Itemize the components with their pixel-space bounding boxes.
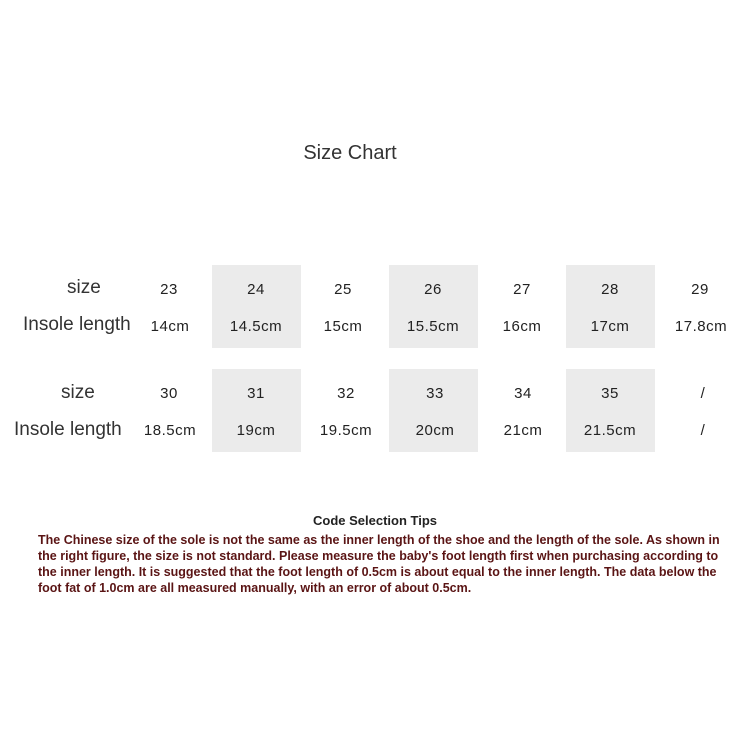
size-cell: 33: [426, 385, 444, 402]
length-cell: 17cm: [590, 318, 630, 335]
column-shade: [212, 369, 301, 452]
insole-length-row-label: Insole length: [14, 419, 122, 440]
size-cell: 35: [601, 385, 619, 402]
length-cell: 14.5cm: [229, 318, 283, 335]
size-table-2: [0, 369, 750, 452]
column-shade: [566, 369, 655, 452]
size-cell: 31: [247, 385, 265, 402]
size-cell: 28: [601, 281, 619, 298]
length-cell: /: [700, 422, 706, 439]
length-cell: 15cm: [323, 318, 363, 335]
page-title: Size Chart: [303, 142, 397, 164]
length-cell: 19.5cm: [319, 422, 373, 439]
length-cell: 18.5cm: [143, 422, 197, 439]
size-cell: 30: [160, 385, 178, 402]
length-cell: 19cm: [236, 422, 276, 439]
size-row-label: size: [61, 382, 95, 403]
length-cell: 14cm: [150, 318, 190, 335]
size-cell: 25: [334, 281, 352, 298]
size-cell: 32: [337, 385, 355, 402]
insole-length-row-label: Insole length: [23, 314, 131, 335]
length-cell: 16cm: [502, 318, 542, 335]
length-cell: 20cm: [415, 422, 455, 439]
column-shade: [389, 265, 478, 348]
code-selection-tips: [38, 513, 728, 596]
tips-title: Code Selection Tips: [312, 513, 437, 528]
column-shade: [566, 265, 655, 348]
size-cell: /: [700, 385, 706, 402]
length-cell: 15.5cm: [406, 318, 460, 335]
tips-body: The Chinese size of the sole is not the same as the inner length of the shoe and the length of the sole. As shown in the right figure, the size is not standard. Please measure the baby's foot length first when purchasing according to the inner length. It is suggested that the foot length of 0.5cm is about equal to the inner length. The data below the foot fat of 1.0cm are all measured manually, with an error of about 0.5cm.: [38, 533, 720, 595]
size-table-1: [0, 265, 750, 348]
column-shade: [389, 369, 478, 452]
size-cell: 27: [513, 281, 531, 298]
size-cell: 23: [160, 281, 178, 298]
size-row-label: size: [67, 277, 101, 298]
length-cell: 21.5cm: [583, 422, 637, 439]
length-cell: 17.8cm: [674, 318, 728, 335]
length-cell: 21cm: [503, 422, 543, 439]
size-cell: 24: [247, 281, 265, 298]
size-cell: 26: [424, 281, 442, 298]
size-cell: 34: [514, 385, 532, 402]
size-cell: 29: [691, 281, 709, 298]
column-shade: [212, 265, 301, 348]
